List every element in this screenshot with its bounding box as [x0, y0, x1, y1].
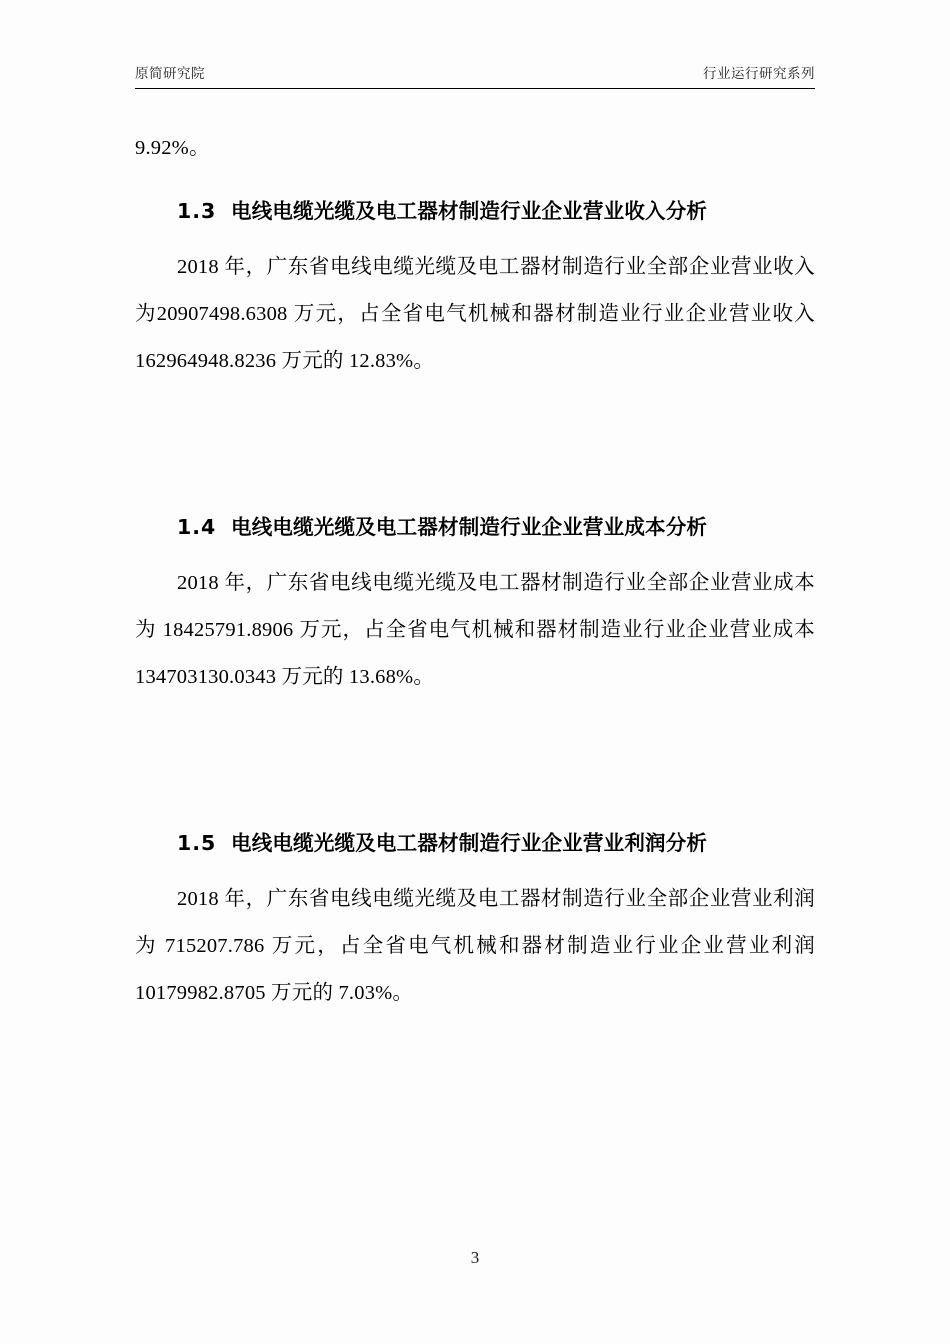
carry-over-paragraph: 9.92%。 [135, 137, 210, 159]
page-footer [135, 1248, 815, 1268]
section-1-5-number: 1.5 [177, 831, 217, 855]
section-1-4-title: 电线电缆光缆及电工器材制造行业企业营业成本分析 [231, 515, 708, 539]
section-1-5-paragraph: 2018 年，广东省电线电缆光缆及电工器材制造行业全部企业营业利润为 715207.786 万元，占全省电气机械和器材制造业行业企业营业利润 10179982.8705 万元的 7.03%。 [135, 888, 815, 1004]
carry-over-paragraph-wrap [135, 125, 815, 172]
header-series-title: 行业运行研究系列 [703, 66, 815, 82]
section-1-4-paragraph: 2018 年，广东省电线电缆光缆及电工器材制造行业全部企业营业成本为 18425791.8906 万元，占全省电气机械和器材制造业行业企业营业成本 134703130.0343 万元的 13.68%。 [135, 572, 815, 688]
section-1-5 [135, 820, 815, 1017]
page-number: 3 [470, 1248, 480, 1267]
section-1-3-paragraph: 2018 年，广东省电线电缆光缆及电工器材制造行业全部企业营业收入为20907498.6308 万元，占全省电气机械和器材制造业行业企业营业收入 162964948.8236 万元的 12.83%。 [135, 256, 815, 372]
header-publisher: 原简研究院 [135, 66, 205, 82]
section-1-5-heading [135, 820, 815, 867]
section-1-3 [135, 188, 815, 385]
section-1-4-number: 1.4 [177, 515, 217, 539]
section-1-3-heading [135, 188, 815, 235]
section-1-5-title: 电线电缆光缆及电工器材制造行业企业营业利润分析 [231, 831, 708, 855]
section-1-3-title: 电线电缆光缆及电工器材制造行业企业营业收入分析 [231, 199, 708, 223]
page-header [135, 62, 815, 89]
section-1-4 [135, 504, 815, 701]
section-1-4-heading [135, 504, 815, 551]
section-1-3-number: 1.3 [177, 199, 217, 223]
page-content [135, 0, 815, 1344]
